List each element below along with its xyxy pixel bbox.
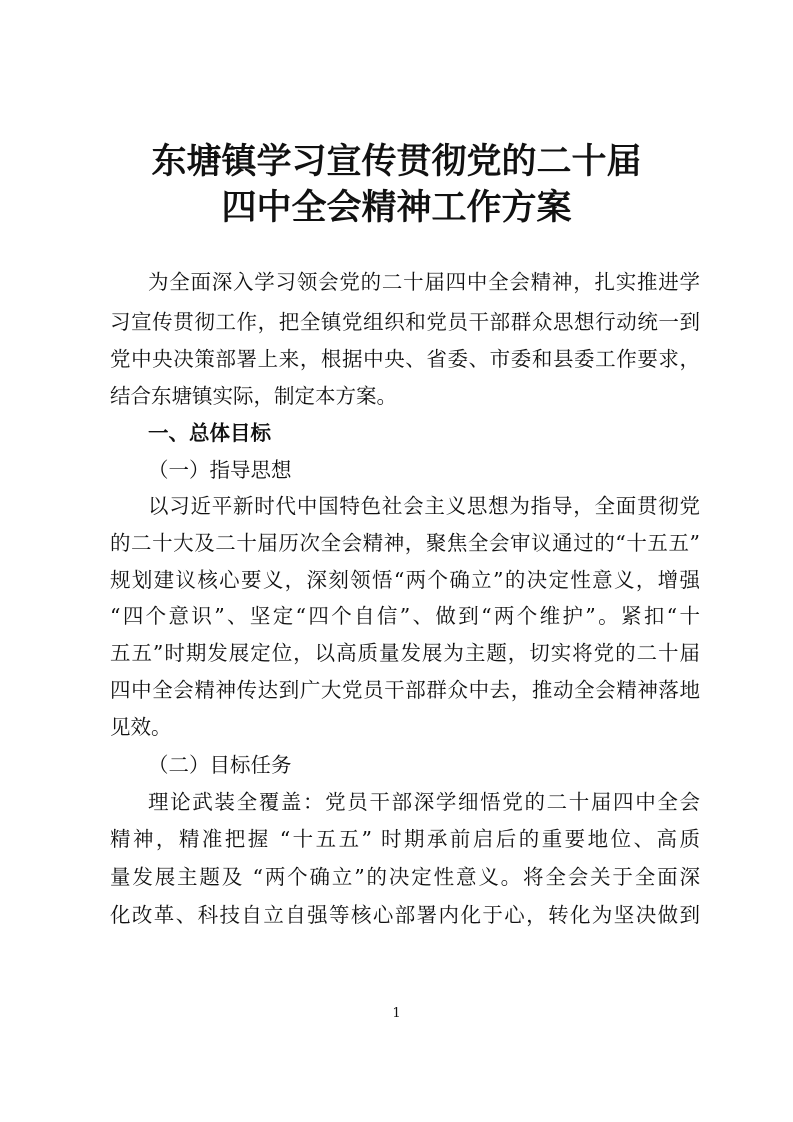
guiding-thought-line: “四个意识”、坚定“四个自信”、做到“两个维护”。紧扣“十 [110,604,700,628]
intro-line: 结合东塘镇实际，制定本方案。 [110,384,397,408]
guiding-thought-line: 的二十大及二十届历次全会精神，聚焦全会审议通过的“十五五” [110,531,700,555]
intro-line: 党中央决策部署上来，根据中央、省委、市委和县委工作要求， [110,347,700,371]
page-number: 1 [392,1006,401,1021]
guiding-thought-line: 以习近平新时代中国特色社会主义思想为指导，全面贯彻党 [148,494,700,518]
document-title-line-1: 东塘镇学习宣传贯彻党的二十届 [151,142,642,182]
target-tasks-line: 化改革、科技自立自强等核心部署内化于心，转化为坚决做到 [110,903,700,927]
document-title-line-2: 四中全会精神工作方案 [221,188,572,228]
guiding-thought-line: 规划建议核心要义，深刻领悟“两个确立”的决定性意义，增强 [110,568,700,592]
subsection-heading-guiding-thought: （一）指导思想 [148,458,292,482]
target-tasks-line: 理论武装全覆盖：党员干部深学细悟党的二十届四中全会 [148,790,700,814]
guiding-thought-line: 见效。 [110,715,172,739]
subsection-heading-target-tasks: （二）目标任务 [148,753,292,777]
intro-line: 为全面深入学习领会党的二十届四中全会精神，扎实推进学 [148,270,700,294]
target-tasks-line: 精神，精准把握 “十五五” 时期承前启后的重要地位、高质 [110,827,700,851]
target-tasks-line: 量发展主题及 “两个确立”的决定性意义。将全会关于全面深 [110,865,700,889]
intro-line: 习宣传贯彻工作，把全镇党组织和党员干部群众思想行动统一到 [110,310,700,334]
guiding-thought-line: 五五”时期发展定位，以高质量发展为主题，切实将党的二十届 [110,641,700,665]
section-heading-overall-goals: 一、总体目标 [148,421,271,445]
guiding-thought-line: 四中全会精神传达到广大党员干部群众中去，推动全会精神落地 [110,678,700,702]
